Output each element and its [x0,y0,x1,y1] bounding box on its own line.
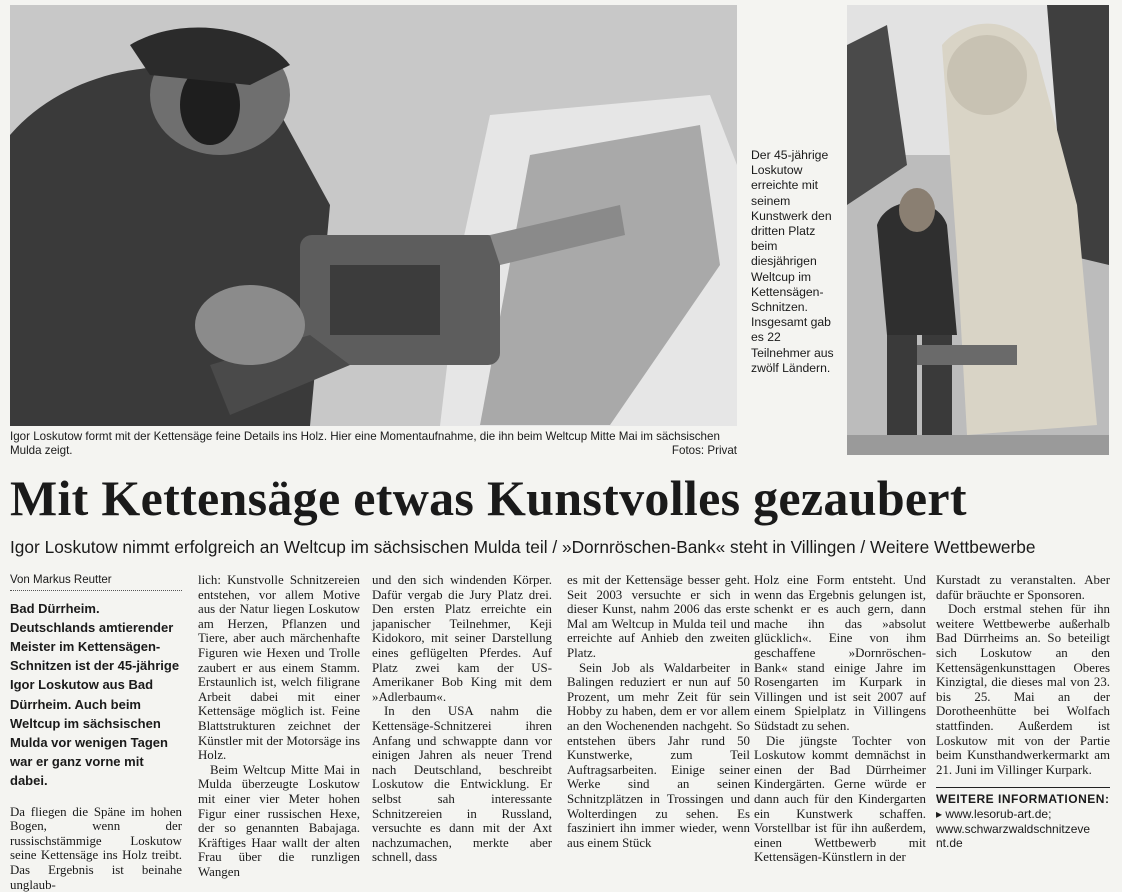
article-column-1 [10,573,182,892]
photo-credit: Fotos: Privat [671,444,737,457]
body-paragraph: Doch erstmal stehen für ihn weitere Wettbewerbe außerhalb Bad Dürrheims an. So beteiligt sich Loskutow an den Kettensägenkunsttagen Oberes Kinzigtal, die dieses mal von 23. bis 25. Mai an der Dorotheenhütte bei Wolfach stattfinden. Außerdem ist Loskutow mit von der Partie beim Kunsthandwerkermarkt am 21. Juni im Villinger Kurpark. [936,602,1110,777]
body-paragraph: Die jüngste Tochter von Loskutow kommt demnächst in einen der Bad Dürrheimer Kindergärten. Gerne würde er dann auch für den Kindergarten ein Kunstwerk schaffen. Vorstellbar ist für ihn außerdem, einen Wettbewerb mit Kettensägen-Künstlern in der [754,733,926,865]
byline: Von Markus Reutter [10,573,182,591]
body-paragraph: Kurstadt zu veranstalten. Aber dafür bräuchte er Sponsoren. [936,573,1110,602]
subheadline: Igor Loskutow nimmt erfolgreich an Weltcup im sächsischen Mulda teil / »Dornröschen-Bank« steht in Villingen / Weitere Wettbewerbe [10,537,1036,557]
body-paragraph: und den sich windenden Körper. Dafür vergab die Jury Platz drei. Den ersten Platz erreichte ein japanischer Teilnehmer, Keji Kidokoro, mit seiner Darstellung eines geflügelten Pferdes. Auf Platz zwei kam der US-Amerikaner Bob King mit dem »Adlerbaum«. [372,573,552,704]
lead-paragraph: Bad Dürrheim. Deutschlands amtierender Meister im Kettensägen-Schnitzen ist der 45-jährige Igor Loskutow aus Bad Dürrheim. Auch beim Weltcup im sächsischen Mulda vor wenigen Tagen war er ganz vorne mit dabei. [10,600,180,789]
chainsaw-carving-photo [10,5,737,426]
body-paragraph: Beim Weltcup Mitte Mai in Mulda überzeugte Loskutow mit einer vier Meter hohen Figur einer russischen Hexe, der so genannten Babajaga. Kräftiges Haar wallt der alten Frau über die runzligen Wangen [198,762,360,879]
main-photo-caption [10,430,737,458]
caption-text: Igor Loskutow formt mit der Kettensäge feine Details ins Holz. Hier eine Momentaufnahme, die ihn beim Weltcup Mitte Mai im sächsischen Mulda zeigt. [10,430,720,457]
side-photo [847,5,1109,455]
body-paragraph: es mit der Kettensäge besser geht. Seit 2003 versuchte er sich in dieser Kunst, nahm 2006 das erste Mal am Weltcup in Mulda teil und erreichte auf Anhieb den zweiten Platz. [567,573,750,660]
info-link-1[interactable]: ▸ www.lesorub-art.de; [936,806,1052,821]
body-paragraph: lich: Kunstvolle Schnitzereien entstehen, vor allem Motive aus der Natur liegen Loskutow am Herzen, Pflanzen und Tiere, aber auch märchenhafte Figuren wie Hexen und Trolle zaubert er aus einem Stamm. Erstaunlich ist, welch filigrane Arbeit dabei mit einer Kettensäge möglich ist. Feine Blattstrukturen zeichnet der Künstler mit der Motorsäge ins Holz. [198,573,360,763]
witch-sculpture-photo [847,5,1109,455]
headline: Mit Kettensäge etwas Kunstvolles gezaubert [10,470,967,526]
article-column-4 [567,573,750,850]
main-photo [10,5,737,426]
info-link-2[interactable]: www.schwarzwaldschnitzeve nt.de [936,821,1091,851]
body-paragraph: Da fliegen die Späne im hohen Bogen, wenn der russischstämmige Loskutow seine Kettensäge ins Holz treibt. Das Ergebnis ist beinahe unglaub- [10,804,182,892]
info-box-heading: WEITERE INFORMATIONEN: [936,787,1110,807]
body-paragraph: Sein Job als Waldarbeiter in Balingen reduziert er nun auf 50 Prozent, um mehr Zeit für sein Hobby zu haben, dem er vor allem an den Wochenenden nachgeht. So entstehen übers Jahr rund 50 Kunstwerke, zum Teil Auftragsarbeiten. Einige seiner Werke sind an seinen Schnitzplätzen in Trossingen und Wolterdingen zu sehen. Es fasziniert ihn immer wieder, wenn aus einem Stück [567,660,750,850]
article-column-3 [372,573,552,865]
body-paragraph: Holz eine Form entsteht. Und wenn das Ergebnis gelungen ist, schenkt er es auch gern, dann mache ihn das »absolut glücklich«. Eine von ihm geschaffene »Dornröschen-Bank« stand einige Jahre im Rosengarten im Kurpark in Villingen und ist seit 2007 auf einem Spielplatz in Villingens Südstadt zu sehen. [754,573,926,733]
side-photo-caption: Der 45-jährige Loskutow erreichte mit seinem Kunstwerk den dritten Platz beim diesjährigen Weltcup im Kettensägen-Schnitzen. Insgesamt gab es 22 Teilnehmer aus zwölf Ländern. [751,148,834,375]
article-column-6 [936,573,1110,851]
article-column-5 [754,573,926,865]
article-column-2 [198,573,360,879]
body-paragraph: In den USA nahm die Kettensäge-Schnitzerei ihren Anfang und schwappte dann vor einigen Jahren als neuer Trend nach Deutschland, beschreibt Loskutow die Entwicklung. Er selbst sah interessante Schnitzereien in Russland, versuchte es dann mit der Axt nachzumachen, merkte aber schnell, dass [372,704,552,865]
